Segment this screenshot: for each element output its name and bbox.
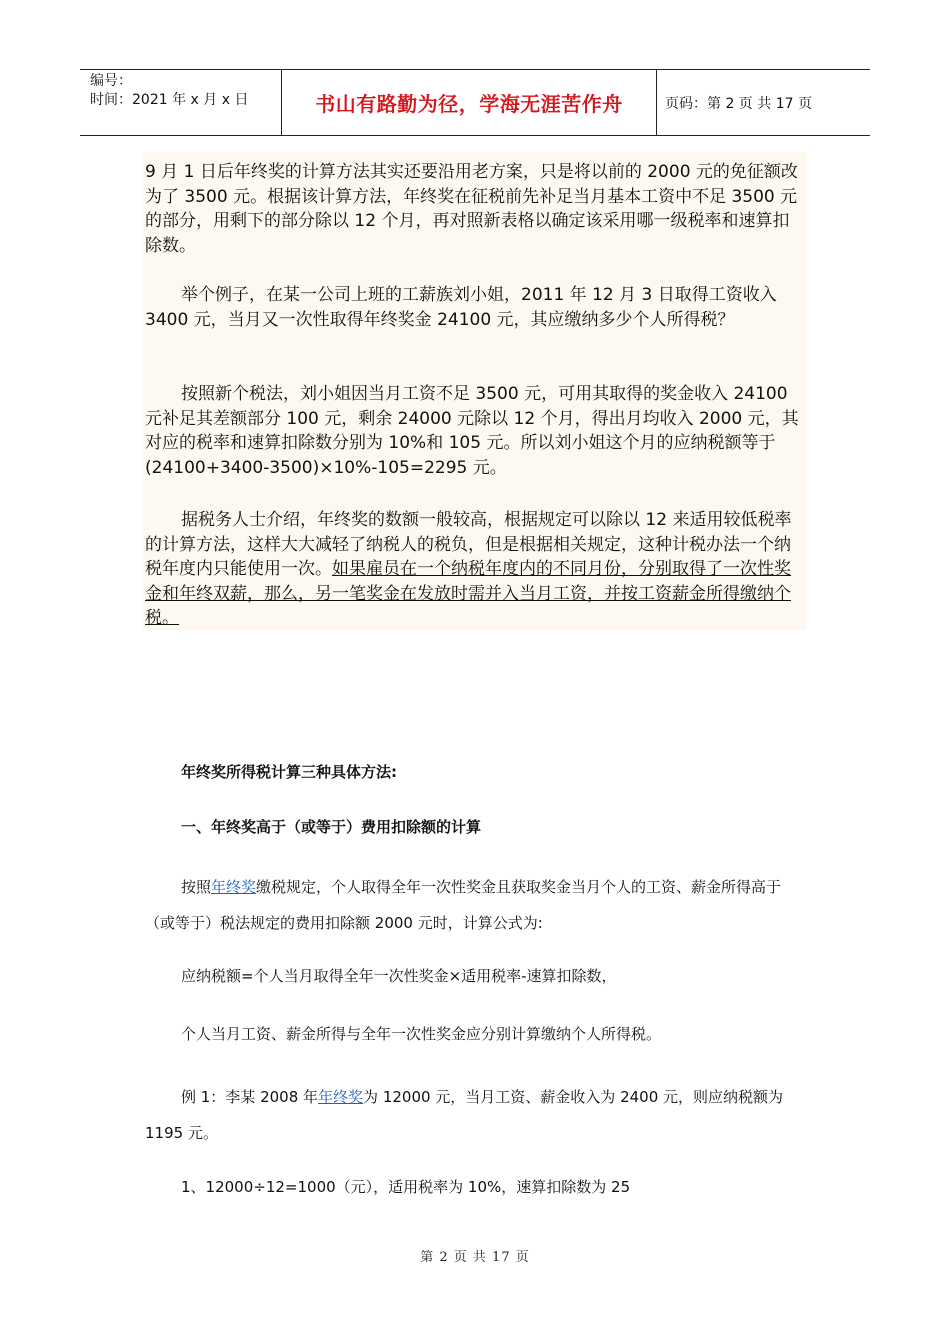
note-text: 个人当月工资、薪金所得与全年一次性奖金应分别计算缴纳个人所得税。 xyxy=(181,1025,662,1043)
article-paragraph-3 xyxy=(145,382,805,480)
header-page-info: 页码：第 2 页 共 17 页 xyxy=(665,95,812,112)
document-date: 时间：2021 年 x 月 x 日 xyxy=(90,92,249,108)
article-paragraph-3-text: 按照新个税法，刘小姐因当月工资不足 3500 元，可用其取得的奖金收入 24100 元补足其差额部分 100 元，剩余 24000 元除以 12 个月，得出月均收入 2000 元，其对应的税率和速算扣除数分别为 10%和 105 元。所以刘小姐这个月的应纳税额等于(24100+3400-3500)×10%-105=2295 元。 xyxy=(145,384,799,478)
section-subheading: 一、年终奖高于（或等于）费用扣除额的计算 xyxy=(181,818,482,836)
year-end-bonus-link-2[interactable]: 年终奖 xyxy=(318,1088,364,1106)
example-paragraph xyxy=(145,1079,810,1151)
header-motto: 书山有路勤为径，学海无涯苦作舟 xyxy=(282,70,657,135)
method-paragraph-pre: 按照 xyxy=(181,878,212,896)
article-paragraph-2 xyxy=(145,283,805,332)
article-paragraph-1: 9 月 1 日后年终奖的计算方法其实还要沿用老方案，只是将以前的 2000 元的免征额改为了 3500 元。根据该计算方法，年终奖在征税前先补足当月基本工资中不足 3500 元的部分，用剩下的部分除以 12 个月，再对照新表格以确定该采用哪一级税率和速算扣除数。 xyxy=(145,162,798,256)
article-paragraph-4 xyxy=(145,508,805,631)
article-paragraph-4-underlined: 如果雇员在一个纳税年度内的不同月份，分别取得了一次性奖金和年终双薪，那么，另一笔奖金在发放时需并入当月工资，并按工资薪金所得缴纳个税。 xyxy=(145,559,791,628)
method-paragraph-post: 缴税规定，个人取得全年一次性奖金且获取奖金当月个人的工资、薪金所得高于（或等于）税法规定的费用扣除额 2000 元时，计算公式为: xyxy=(145,878,782,932)
calculation-step-1: 1、12000÷12=1000（元），适用税率为 10%，速算扣除数为 25 xyxy=(181,1178,631,1196)
method-paragraph xyxy=(145,869,810,941)
article-paragraph-4-text: 据税务人士介绍，年终奖的数额一般较高，根据规定可以除以 12 来适用较低税率的计算方法，这样大大减轻了纳税人的税负，但是根据相关规定，这种计税办法一个纳税年度内只能使用一次。 xyxy=(145,510,792,579)
page-footer: 第 2 页 共 17 页 xyxy=(420,1250,530,1265)
document-number-label: 编号： xyxy=(90,73,132,89)
section-heading: 年终奖所得税计算三种具体方法: xyxy=(181,763,398,781)
header-meta-cell xyxy=(80,70,282,135)
example-post: 为 12000 元，当月工资、薪金收入为 2400 元，则应纳税额为 1195 元。 xyxy=(145,1088,784,1142)
article-paragraph-2-text: 举个例子，在某一公司上班的工薪族刘小姐，2011 年 12 月 3 日取得工资收入 3400 元，当月又一次性取得年终奖金 24100 元，其应缴纳多少个人所得税？ xyxy=(145,285,777,330)
example-pre: 例 1：李某 2008 年 xyxy=(181,1088,319,1106)
formula-text: 应纳税额=个人当月取得全年一次性奖金×适用税率-速算扣除数， xyxy=(181,967,617,985)
page-header-table xyxy=(80,69,870,136)
year-end-bonus-link[interactable]: 年终奖 xyxy=(211,878,257,896)
